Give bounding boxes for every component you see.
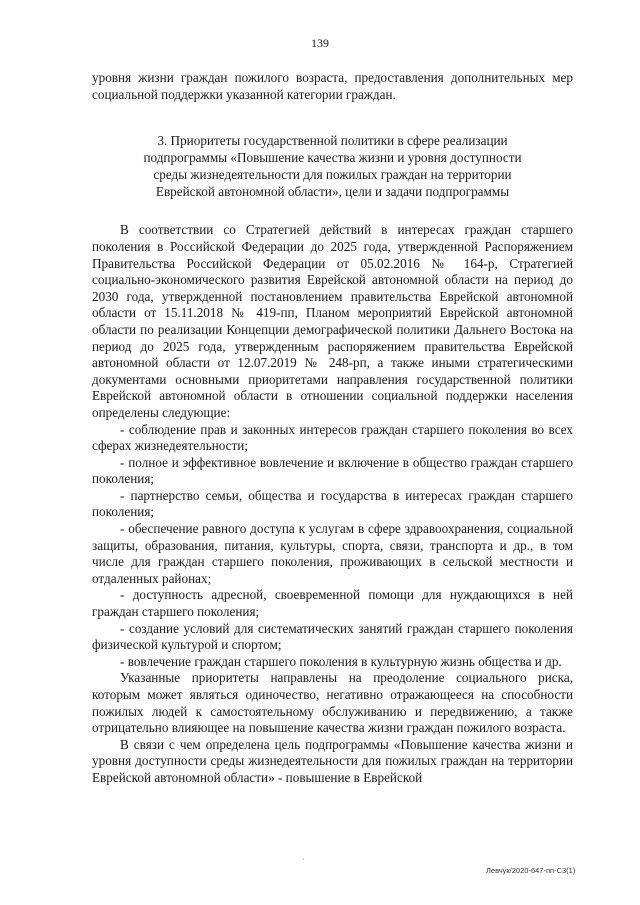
list-item: - обеспечение равного доступа к услугам в сфере здравоохранения, социальной защиты, образования, питания, культуры, спорта, связи, транспорта и др., в том числе для граждан старшего поколения, проживающих в сельской местности и отдаленных районах; (92, 521, 573, 586)
list-item: - партнерство семьи, общества и государства в интересах граждан старшего поколения; (92, 487, 573, 520)
heading-line: Еврейской автономной области», цели и задачи подпрограммы (155, 183, 510, 199)
list-item: - полное и эффективное вовлечение и включение в общество граждан старшего поколения; (92, 454, 573, 487)
heading-line: подпрограммы «Повышение качества жизни и уровня доступности (143, 149, 522, 165)
page-number: 139 (311, 36, 329, 50)
list-item: - создание условий для систематических занятий граждан старшего поколения физической культурой и спортом; (92, 620, 573, 653)
heading-line: 3. Приоритеты государственной политики в сфере реализации (157, 133, 508, 149)
page-body (92, 70, 573, 787)
goal-paragraph: В связи с чем определена цель подпрограммы «Повышение качества жизни и уровня доступности среды жизнедеятельности для пожилых граждан на территории Еврейской автономной области» - повышение в Еврейской (92, 736, 573, 785)
main-paragraph: В соответствии со Стратегией действий в интересах граждан старшего поколения в Российской Федерации до 2025 года, утвержденной Распоряжением Правительства Российской Федерации от 05.02.2016 № 164-р, Стратегией социально-экономического развития Еврейской автономной области на период до 2030 года, утвержденной постановлением правительства Еврейской автономной области от 15.11.2018 № 419-пп, Планом мероприятий Еврейской автономной области по реализации Концепции демографической политики Дальнего Востока на период до 2025 года, утвержденным распоряжением правительства Еврейской автономной области от 12.07.2019 № 248-рп, а также иными стратегическими документами основными приоритетами направления государственной политики Еврейской автономной области в отношении социальной поддержки населения определены следующие: (92, 222, 573, 420)
footer-mark: · (302, 855, 305, 864)
section-heading (92, 133, 573, 200)
intro-paragraph: уровня жизни граждан пожилого возраста, предоставления дополнительных мер социальной поддержки указанной категории граждан. (92, 70, 573, 102)
document-code: Левчук/2020-647-пп-С3(1) (486, 866, 576, 875)
list-item: - доступность адресной, своевременной помощи для нуждающихся в ней граждан старшего поколения; (92, 587, 573, 620)
list-item: - соблюдение прав и законных интересов граждан старшего поколения во всех сферах жизнедеятельности; (92, 421, 573, 454)
heading-line: среды жизнедеятельности для пожилых граждан на территории (153, 166, 512, 182)
list-item: - вовлечение граждан старшего поколения в культурную жизнь общества и др. (120, 653, 562, 669)
priorities-list (92, 422, 573, 671)
risk-paragraph: Указанные приоритеты направлены на преодоление социального риска, которым может являться одиночество, негативно отражающееся на способности пожилых людей к самостоятельному обслуживанию и передвижению, а также отрицательно влияющее на повышение качества жизни граждан пожилого возраста. (92, 670, 573, 736)
